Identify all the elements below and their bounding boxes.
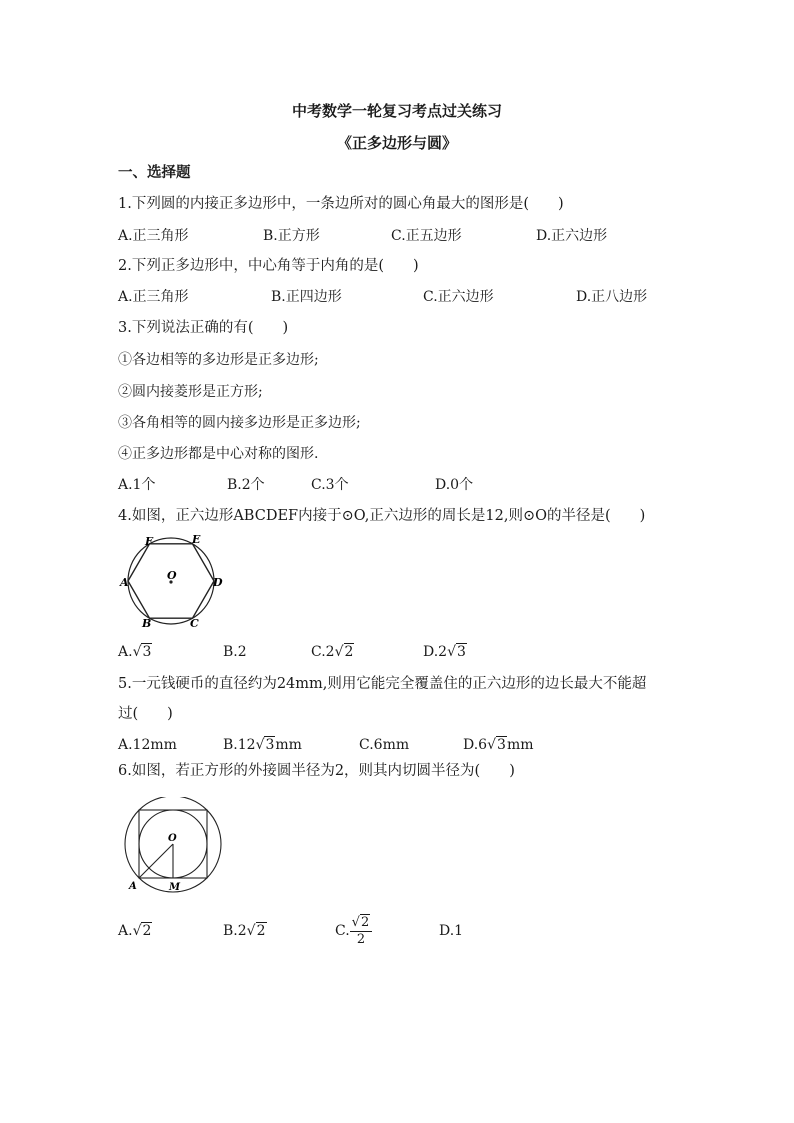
q5-stem-line2: 过( )	[118, 706, 173, 722]
q3-option-d: D.0个	[435, 477, 474, 493]
q3-option-b: B.2个	[227, 477, 265, 493]
q3-statement-4: ④正多边形都是中心对称的图形.	[118, 446, 319, 462]
q1-option-b: B.正方形	[263, 228, 320, 244]
q3-stem: 3.下列说法正确的有( )	[118, 320, 289, 336]
q2-option-d: D.正八边形	[576, 289, 648, 305]
q4-option-b: B.2	[223, 644, 247, 660]
page-subtitle: 《正多边形与圆》	[336, 134, 457, 152]
q2-option-b: B.正四边形	[271, 289, 342, 305]
q4-option-a: A.√3	[118, 644, 152, 660]
q4-option-d: D.2√3	[423, 644, 466, 660]
q6-option-a: A.√2	[118, 923, 152, 939]
q5-option-d: D.6√3mm	[463, 737, 534, 753]
q5-option-b: B.12√3mm	[223, 737, 302, 753]
q1-option-a: A.正三角形	[118, 228, 189, 244]
label-o: O	[168, 833, 177, 844]
q3-statement-2: ②圆内接菱形是正方形;	[118, 384, 263, 400]
label-a: A	[120, 576, 129, 589]
label-b: B	[142, 617, 152, 630]
section-heading: 一、选择题	[118, 164, 191, 181]
label-e: E	[192, 534, 201, 546]
q1-option-d: D.正六边形	[536, 228, 608, 244]
q6-option-d: D.1	[439, 923, 464, 939]
q6-option-b: B.2√2	[223, 923, 266, 939]
page-title: 中考数学一轮复习考点过关练习	[291, 102, 502, 120]
q6-square-figure	[118, 797, 226, 895]
label-c: C	[190, 617, 199, 630]
q3-option-a: A.1个	[118, 477, 156, 493]
q4-option-c: C.2√2	[311, 644, 354, 660]
q4-stem: 4.如图，正六边形ABCDEF内接于⊙O,正六边形的周长是12,则⊙O的半径是( )	[118, 508, 646, 524]
label-o: O	[167, 569, 177, 582]
q5-option-c: C.6mm	[359, 737, 410, 753]
q4-hexagon-figure	[116, 534, 226, 632]
q3-statement-3: ③各角相等的圆内接多边形是正多边形;	[118, 415, 361, 431]
q1-stem: 1.下列圆的内接正多边形中，一条边所对的圆心角最大的图形是( )	[118, 196, 564, 212]
label-m: M	[169, 882, 181, 893]
label-d: D	[213, 576, 223, 589]
q3-statement-1: ①各边相等的多边形是正多边形;	[118, 352, 319, 368]
label-a: A	[129, 881, 137, 892]
q2-option-c: C.正六边形	[423, 289, 494, 305]
q3-option-c: C.3个	[311, 477, 349, 493]
q6-option-c: C. $\frac{√2}{2}$	[335, 906, 372, 956]
label-f: F	[145, 535, 153, 548]
q5-stem-line1: 5.一元钱硬币的直径约为24mm,则用它能完全覆盖住的正六边形的边长最大不能超	[118, 676, 647, 692]
q2-option-a: A.正三角形	[118, 289, 189, 305]
q1-option-c: C.正五边形	[391, 228, 462, 244]
q2-stem: 2.下列正多边形中，中心角等于内角的是( )	[118, 258, 419, 274]
q5-option-a: A.12mm	[118, 737, 177, 753]
q6-stem: 6.如图，若正方形的外接圆半径为2，则其内切圆半径为( )	[118, 763, 515, 779]
